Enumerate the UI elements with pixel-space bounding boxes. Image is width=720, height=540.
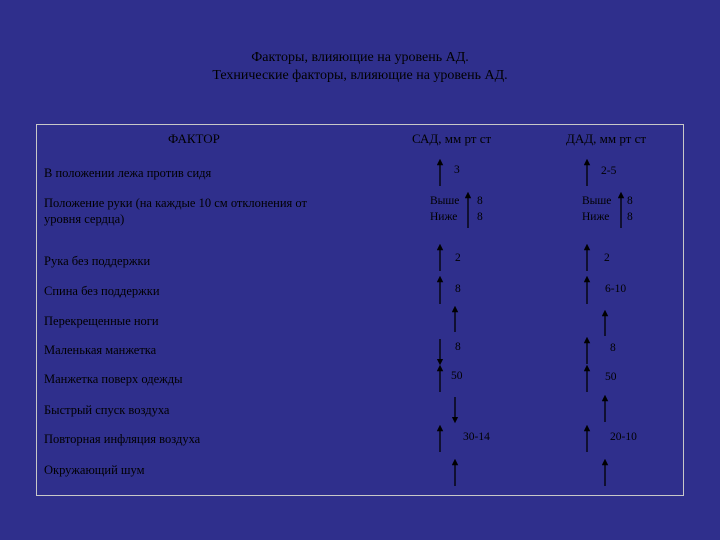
sad-arm-up-label: Выше	[430, 195, 460, 207]
dad-arm-down-value: 8	[627, 211, 633, 223]
factor-arm-unsupported: Рука без поддержки	[44, 254, 151, 268]
dad-arm-down-label: Ниже	[582, 211, 610, 223]
sad-arm-down-label: Ниже	[430, 211, 458, 223]
header-dad: ДАД, мм рт ст	[566, 131, 647, 146]
dad-value-arm-unsupported: 2	[604, 252, 610, 264]
header-factor: ФАКТОР	[168, 131, 220, 146]
sad-value-cuff-over-clothes: 50	[451, 370, 463, 382]
factor-crossed-legs: Перекрещенные ноги	[44, 314, 159, 328]
factor-fast-deflation: Быстрый спуск воздуха	[44, 403, 170, 417]
factor-arm-position-line1: Положение руки (на каждые 10 см отклонения от	[44, 196, 307, 210]
factor-back-unsupported: Спина без поддержки	[44, 284, 160, 298]
dad-value-back-unsupported: 6-10	[605, 283, 627, 295]
dad-value-small-cuff: 8	[610, 342, 616, 354]
sad-value-small-cuff: 8	[455, 341, 461, 353]
sad-value-repeated-inflation: 30-14	[463, 431, 490, 443]
factor-small-cuff: Маленькая манжетка	[44, 343, 157, 357]
dad-arm-up-value: 8	[627, 195, 633, 207]
sad-arm-down-value: 8	[477, 211, 483, 223]
factor-cuff-over-clothes: Манжетка поверх одежды	[44, 372, 183, 386]
factor-repeated-inflation: Повторная инфляция воздуха	[44, 432, 201, 446]
dad-value-cuff-over-clothes: 50	[605, 371, 617, 383]
header-sad: САД, мм рт ст	[412, 131, 492, 146]
sad-value-arm-unsupported: 2	[455, 252, 461, 264]
dad-arm-up-label: Выше	[582, 195, 612, 207]
factor-lying-vs-sitting: В положении лежа против сидя	[44, 166, 212, 180]
sad-value-lying: 3	[454, 164, 460, 176]
title-line-2: Технические факторы, влияющие на уровень АД.	[212, 68, 508, 83]
title-line-1: Факторы, влияющие на уровень АД.	[251, 50, 469, 65]
sad-arm-up-value: 8	[477, 195, 483, 207]
sad-value-back-unsupported: 8	[455, 283, 461, 295]
dad-value-lying: 2-5	[601, 165, 617, 177]
factor-ambient-noise: Окружающий шум	[44, 463, 145, 477]
dad-value-repeated-inflation: 20-10	[610, 431, 637, 443]
factor-arm-position-line2: уровня сердца)	[44, 212, 125, 226]
